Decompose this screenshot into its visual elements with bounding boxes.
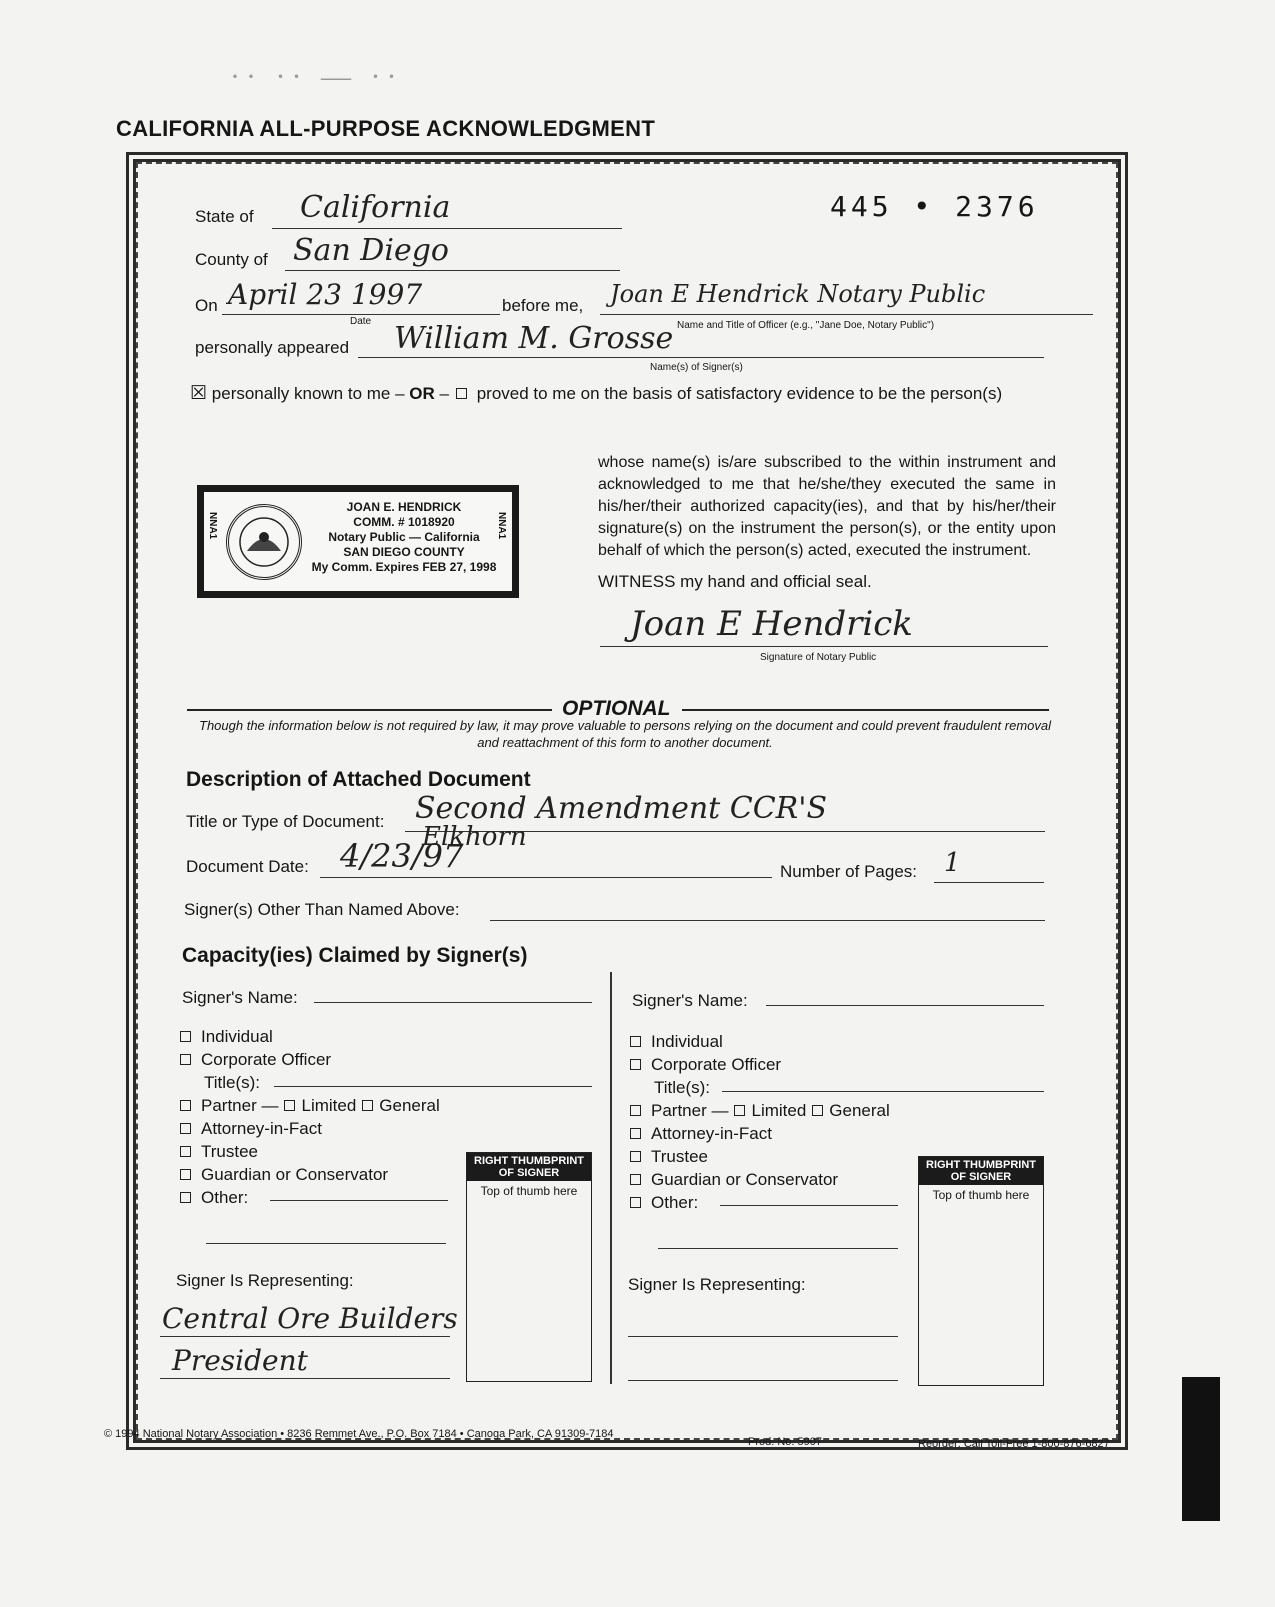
left-option-trustee[interactable]: Trustee xyxy=(180,1140,440,1163)
left-option-partner[interactable]: Partner — Limited General xyxy=(180,1094,440,1117)
footer-copyright: © 1994 National Notary Association • 8236 Remmet Ave., P.O. Box 7184 • Canoga Park, CA 91309-7184 xyxy=(104,1428,614,1440)
left-other-field[interactable] xyxy=(270,1182,448,1201)
left-representing-field-2[interactable] xyxy=(160,1344,450,1379)
doc-date-value: 4/23/97 xyxy=(340,837,464,875)
left-thumbprint-box xyxy=(466,1152,592,1382)
right-option-attorney[interactable]: Attorney-in-Fact xyxy=(630,1122,890,1145)
date-caption: Date xyxy=(350,316,372,327)
optional-heading: OPTIONAL xyxy=(562,697,671,720)
right-thumbprint-box xyxy=(918,1156,1044,1386)
left-option-attorney[interactable]: Attorney-in-Fact xyxy=(180,1117,440,1140)
signer-value: William M. Grosse xyxy=(394,321,674,356)
notary-seal xyxy=(197,485,519,598)
left-representing-value: Central Ore Builders xyxy=(162,1302,458,1335)
footer-reorder: Reorder: Call Toll-Free 1-800-876-6827 xyxy=(918,1438,1110,1450)
right-signer-name-label: Signer's Name: xyxy=(632,991,748,1010)
right-other-field-2[interactable] xyxy=(658,1230,898,1249)
proved-label: proved to me on the basis of satisfactory evidence to be the person(s) xyxy=(476,384,1003,403)
left-option-other[interactable]: Other: xyxy=(180,1186,440,1209)
pages-value: 1 xyxy=(944,848,961,878)
appeared-label: personally appeared xyxy=(195,338,350,357)
optional-note: Though the information below is not required by law, it may prove valuable to persons relying on the document and could prevent fraudulent removal and reattachment of this form to another document. xyxy=(199,718,1051,750)
witness-text: WITNESS my hand and official seal. xyxy=(598,572,872,591)
right-representing-field-2[interactable] xyxy=(628,1362,898,1381)
right-thumbprint-heading: RIGHT THUMBPRINT OF SIGNER xyxy=(919,1157,1043,1185)
attached-heading: Description of Attached Document xyxy=(186,768,531,791)
left-signer-name-field[interactable] xyxy=(314,980,592,1003)
left-other-field-2[interactable] xyxy=(206,1225,446,1244)
doc-title-label: Title or Type of Document: xyxy=(186,812,385,831)
right-option-titles: Title(s): xyxy=(654,1078,711,1097)
document-title: CALIFORNIA ALL-PURPOSE ACKNOWLEDGMENT xyxy=(116,116,656,141)
right-other-field[interactable] xyxy=(720,1187,898,1206)
column-divider xyxy=(610,972,612,1384)
right-titles-field[interactable] xyxy=(722,1073,1044,1092)
officer-value: Joan E Hendrick Notary Public xyxy=(610,280,986,308)
date-field[interactable] xyxy=(222,278,500,315)
pages-label: Number of Pages: xyxy=(780,862,918,881)
right-option-partner[interactable]: Partner — Limited General xyxy=(630,1099,890,1122)
seal-name: JOAN E. HENDRICK xyxy=(346,500,462,514)
doc-title-value-2: Elkhorn xyxy=(422,822,527,852)
known-row: ☒ personally known to me – OR – proved to me on the basis of satisfactory evidence to be the person(s) xyxy=(190,383,1003,404)
other-signers-field[interactable] xyxy=(490,898,1045,921)
footer-prod-no: Prod. No. 5907 xyxy=(748,1436,822,1448)
signature-caption: Signature of Notary Public xyxy=(760,652,877,663)
county-field[interactable] xyxy=(285,233,620,271)
left-representing-value-2: President xyxy=(172,1344,308,1377)
state-seal-icon xyxy=(226,504,302,580)
left-option-guardian[interactable]: Guardian or Conservator xyxy=(180,1163,440,1186)
county-label: County of xyxy=(195,250,268,269)
left-thumbprint-hint: Top of thumb here xyxy=(480,1184,578,1198)
signer-caption: Name(s) of Signer(s) xyxy=(650,362,743,373)
scan-artifact-text: ·· ·· — ·· xyxy=(230,60,403,93)
right-option-corporate-officer[interactable]: Corporate Officer xyxy=(630,1053,890,1076)
county-value: San Diego xyxy=(293,233,449,268)
right-option-trustee[interactable]: Trustee xyxy=(630,1145,890,1168)
seal-expires: My Comm. Expires FEB 27, 1998 xyxy=(311,560,497,574)
officer-caption: Name and Title of Officer (e.g., "Jane Doe, Notary Public") xyxy=(677,320,935,331)
before-me-label: before me, xyxy=(502,296,584,315)
left-representing-label: Signer Is Representing: xyxy=(176,1271,354,1290)
seal-county: SAN DIEGO COUNTY xyxy=(343,545,465,559)
known-label: personally known to me – xyxy=(211,384,405,403)
seal-text xyxy=(310,500,498,575)
scan-edge-bar xyxy=(1182,1377,1220,1521)
proved-checkbox[interactable] xyxy=(456,388,467,399)
known-checkbox[interactable]: ☒ xyxy=(190,383,208,404)
notary-signature-field[interactable] xyxy=(600,604,1048,647)
left-thumbprint-heading: RIGHT THUMBPRINT OF SIGNER xyxy=(467,1153,591,1181)
seal-side-left: NNA1 xyxy=(207,512,218,540)
right-representing-field[interactable] xyxy=(628,1318,898,1337)
left-titles-field[interactable] xyxy=(274,1068,592,1087)
document-number: 445 • 2376 xyxy=(830,190,1039,223)
right-signer-name-field[interactable] xyxy=(766,983,1044,1006)
doc-title-value: Second Amendment CCR'S xyxy=(415,791,828,826)
left-option-titles: Title(s): xyxy=(204,1073,261,1092)
state-label: State of xyxy=(195,207,254,226)
left-option-corporate-officer[interactable]: Corporate Officer xyxy=(180,1048,440,1071)
acknowledgment-paragraph: whose name(s) is/are subscribed to the within instrument and acknowledged to me that he/she/they executed the same in his/her/their authorized capacity(ies), and that by his/her/their signature(s) on the instrument the person(s), or the entity upon behalf of which the person(s) acted, executed the instrument. xyxy=(598,454,1056,559)
left-signer-name-label: Signer's Name: xyxy=(182,988,298,1007)
state-value: California xyxy=(300,190,451,225)
seal-side-right: NNA1 xyxy=(496,512,507,540)
other-signers-label: Signer(s) Other Than Named Above: xyxy=(184,900,460,919)
right-representing-label: Signer Is Representing: xyxy=(628,1275,806,1294)
right-limited-checkbox[interactable] xyxy=(734,1105,745,1116)
right-option-guardian[interactable]: Guardian or Conservator xyxy=(630,1168,890,1191)
date-value: April 23 1997 xyxy=(228,278,423,311)
officer-field[interactable] xyxy=(600,280,1093,315)
left-representing-field[interactable] xyxy=(160,1302,458,1337)
left-option-individual[interactable]: Individual xyxy=(180,1025,440,1048)
state-field[interactable] xyxy=(272,190,622,229)
left-general-checkbox[interactable] xyxy=(362,1100,373,1111)
capacity-heading: Capacity(ies) Claimed by Signer(s) xyxy=(182,944,528,967)
pages-field[interactable] xyxy=(934,848,1044,883)
seal-title: Notary Public — California xyxy=(328,530,480,544)
right-general-checkbox[interactable] xyxy=(812,1105,823,1116)
seal-commission: COMM. # 1018920 xyxy=(353,515,455,529)
on-label: On xyxy=(195,296,218,315)
notary-signature: Joan E Hendrick xyxy=(630,604,913,644)
left-limited-checkbox[interactable] xyxy=(284,1100,295,1111)
or-label: OR xyxy=(409,384,435,403)
right-thumbprint-hint: Top of thumb here xyxy=(932,1188,1030,1202)
right-option-individual[interactable]: Individual xyxy=(630,1030,890,1053)
right-option-other[interactable]: Other: xyxy=(630,1191,890,1214)
doc-date-label: Document Date: xyxy=(186,857,309,876)
